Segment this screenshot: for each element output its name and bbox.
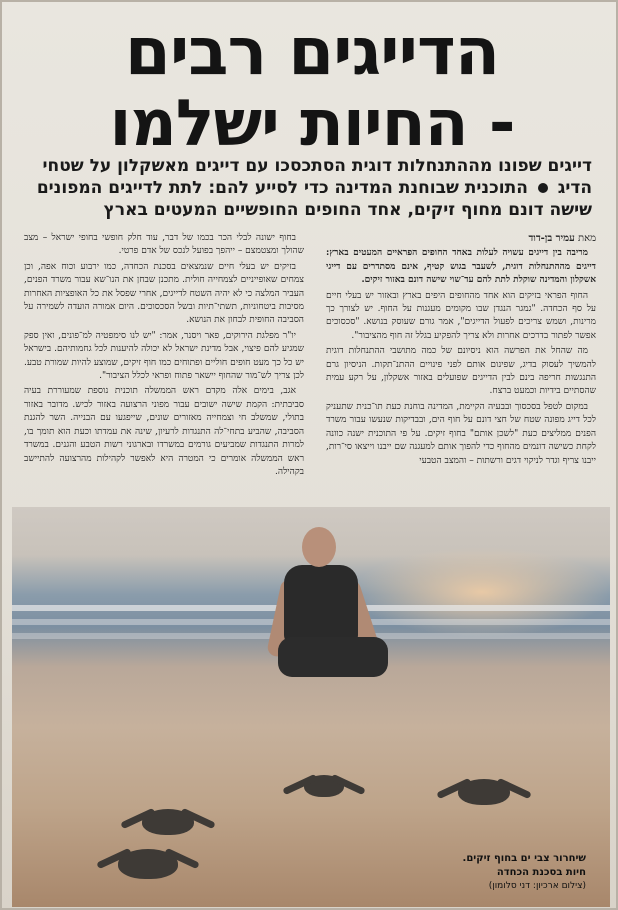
article-paragraph: בחוף ישונה לבלי הכר בכמו של דבר, עוד חלק חופשי בחופי ישראל – מצב שהולך ומצטמצם – ייהפך בפועל לנכס של אדם פרטי.: [24, 233, 304, 257]
headline-line-1: הדייגים רבים: [124, 13, 500, 90]
person-head: [302, 527, 336, 567]
sea-turtle: [304, 775, 344, 797]
article-paragraph: במקום לטפל בסכסוך ובבעיה הקיימת, המדינה בוחנת כעת תו־כנית שתעניק לכל דייג מפונה שטח של חצי דונם על חוף הים, ובבדיקות שנעשו עבור משרד הפנים ממליצים כעת "לשכן אותם" בחוף זיקים. על פי התוכנית ישנה כוונה לקחת כשישה דונמים מהחוף כדי להפוך אותם למעגנה שם ייבנו וייצאו סי־רות, ייבנו צריף וגדר לניקוי דגים ורשתות – והמצב הטבעי: [326, 401, 596, 466]
article-paragraph: יו"ר מפלגת הירוקים, פאר ויסנר, אמר: "יש לנו סימפטיה למ־פונים, ואין ספק שמגיע להם פיצוי, אבל מדינת ישראל לא יכולה להיענות לכל גחמותיהם. בישראל יש כל כך מעט חופים חוליים ופתוחים כמו חוף זיקים, שמוצע להיות שמורת טבע. לכן צריך לש־מור שהחוף יישאר פתוח ופראי לכלל הציבור".: [24, 330, 304, 382]
byline-author: עמיר בן-דוד: [528, 233, 575, 244]
subheadline: [26, 155, 592, 221]
caption-line-1: שיחרור צבי ים בחוף זיקים.: [462, 853, 586, 864]
beach-photo: [12, 507, 610, 907]
caption-line-2: חיות בסכנת הכחדה: [496, 867, 586, 878]
photo-credit: (צילום ארכיון: דני סלומון): [488, 881, 586, 891]
sea-turtle: [458, 779, 510, 805]
article-paragraph: אגב, בימים אלה מקדם ראש הממשלה תוכנית נוספת שמעוררת בעיה סביבתית: הקמת שישה ישובים עבור מפוני הרצועה באזור לכיש. מדובר באזור בתולי, שמשלב חי וצמחייה מאזורים שונים, שייפגעו עם הבנייה. השר להגנת הסביבה, שהביע בתחי־לה התנגדות לרעיון, שינה את עמדתו וכעת הוא תומך בו, למרות התנגדות שמביעים גורמים במשרדו ובארגוני רשות הטבע והגנים. במשרד ראש הממשלה אומרים כי המטרה היא לאפשר לקהילות מהרצועה להתיישב בקהילה.: [24, 386, 304, 477]
article-paragraph: בזיקים יש בעלי חיים שנמצאים בסכנת הכחדה, כמו ירבוע וכוח אפה, וכן צמחים שאופייניים לצמחייה חולית. מתכנן שבחן את הנו־שא עבור משרד הפנים, העביר המלצה כי לא יהיה השטח לדייגים, אחרי שפסל את כל האופציות האחרות מסיבות ביטחוניות, תשתי־תיות ובשל הסכסוכים. היום אמורה הועדה לשמירה על הסביבה החופית לבחון את הנושא.: [24, 261, 304, 326]
headline-line-2: - החיות ישלמו: [109, 87, 515, 161]
byline-prefix: מאת: [577, 233, 596, 244]
person-legs: [278, 637, 388, 677]
bullet-icon: [538, 183, 548, 193]
article-column-left: [24, 232, 304, 481]
article-column-right: [326, 232, 596, 470]
sea-turtle: [142, 809, 194, 835]
subhead-part-1: דייגים שפונו מההתנחלות דוגית הסתכסכו עם דייגים מאשקלון על שטחי הדיג: [42, 156, 592, 198]
article-paragraph: מה שהחל את הפרשה הוא ניסיונם של כמה מתושבי ההתנחלות דוגית להמשיך לעסוק בדיג, שפינום אותם לפני פינויים ההתנ־תקות. הניסיון גרם התנגשות חריפה בינם לבין הדייגים שפועלים באזור אשקלון, על רקע עמית שהסתיים בידיות וכמעט ברצח.: [326, 346, 596, 397]
headline: [32, 13, 592, 161]
subhead-part-2: התוכנית שבוחנת המדינה כדי לסייע להם: לתת לדייגים המפונים שישה דונם מחוף זיקים, אחד החופים החופשיים המעטים בארץ: [36, 178, 592, 220]
photo-caption: [386, 852, 586, 893]
article-lead: מריבה בין דייגים עשויה לעלות באחד החופים הפראיים המעטים בארץ: דייגים מההתנחלות דוגית, לשעבר בגוש קטיף, אינם מסתדרים עם דייגי אשקלון והמדינה שוקלת לתת להם עד־שוי שישה דונם באזור זיקים.: [326, 248, 596, 286]
article-paragraph: החוף הפראי בזיקים הוא אחד מהחופים היפים בארץ ובאזור יש בעלי חיים על סף הכחדה. "גמגר הנגדן שבו מקומים מעגנות על החוף. יש לצורך כך מרינות, ושמש צריכים לפעול הדייגים", אמר גורם שעוסק בנושא. "סכסוכים אפשר לפתור בדרכים אחרות ולא צריך להפקיע בגלל זה חוף מהציבור".: [326, 290, 596, 341]
person-torso: [284, 565, 358, 645]
sea-turtle: [118, 849, 178, 879]
byline: [326, 232, 596, 245]
